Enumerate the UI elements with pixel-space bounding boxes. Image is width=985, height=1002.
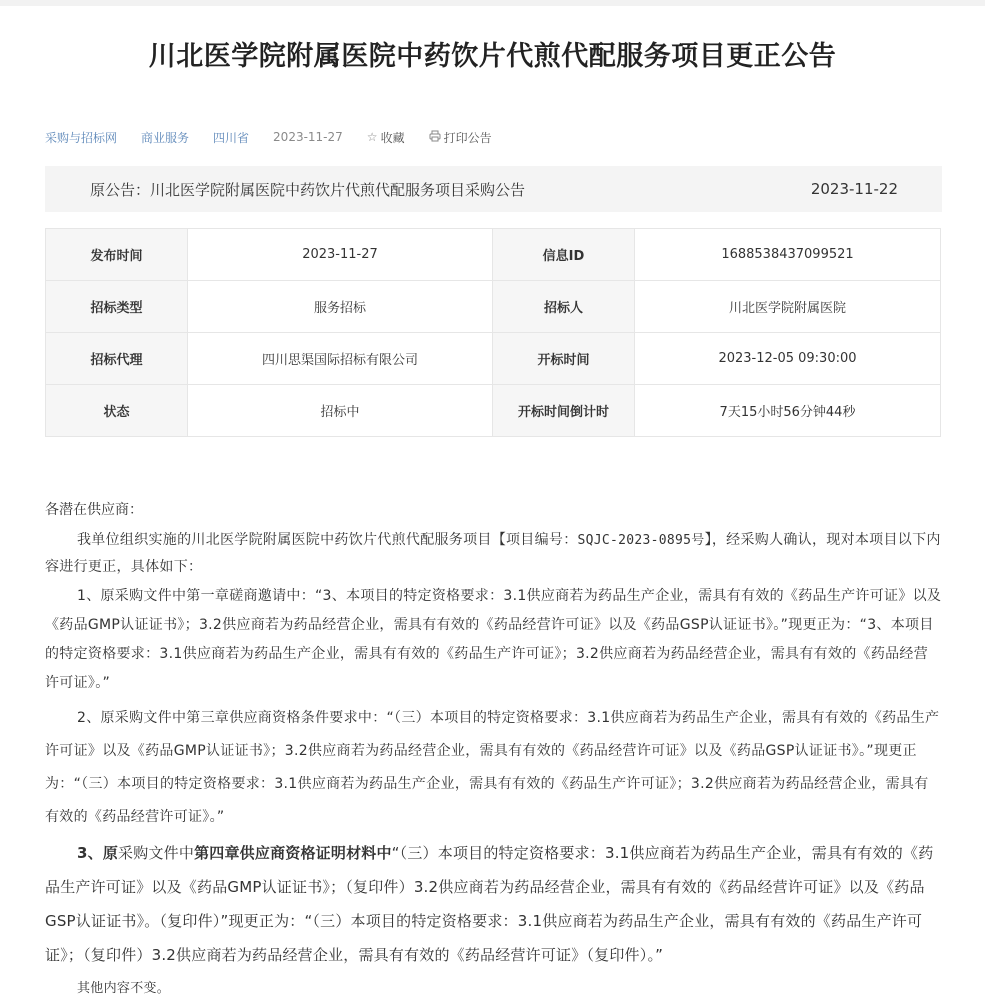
correction-3-bold-b: 第四章供应商资格证明材料中 [194, 844, 392, 862]
table-label: 发布时间 [46, 229, 188, 281]
intro-text-a: 我单位组织实施的川北医学院附属医院中药饮片代煎代配服务项目【项目编号： [77, 532, 578, 548]
print-button[interactable] [429, 129, 492, 146]
favorite-button[interactable] [367, 129, 405, 146]
table-label: 开标时间 [493, 333, 635, 385]
region-link[interactable]: 四川省 [213, 130, 250, 145]
top-divider [0, 0, 985, 6]
table-row [46, 385, 941, 437]
announcement-body [45, 497, 942, 1002]
meta-bar [45, 128, 516, 146]
project-code: SQJC-2023-0895号 [577, 533, 705, 548]
intro-text-b: 】，经采购人确认，现对本项目以下内容进行更正，具体如下： [45, 532, 941, 575]
table-value: 四川思渠国际招标有限公司 [188, 333, 493, 385]
table-value: 招标中 [188, 385, 493, 437]
table-value: 服务招标 [188, 281, 493, 333]
info-table [45, 228, 941, 437]
table-row [46, 229, 941, 281]
page-title: 川北医学院附属医院中药饮片代煎代配服务项目更正公告 [148, 41, 837, 72]
table-row [46, 281, 941, 333]
paragraph-correction-3 [45, 836, 942, 972]
paragraph-correction-1: 1、原采购文件中第一章磋商邀请中：“3、本项目的特定资格要求：3.1供应商若为药品生产企业，需具有有效的《药品生产许可证》以及《药品GMP认证证书》；3.2供应商若为药品经营企业，需具有有效的《药品经营许可证》以及《药品GSP认证证书》。”现更正为：“3、本项目的特定资格要求：3.1供应商若为药品生产企业，需具有有效的《药品生产许可证》；3.2供应商若为药品经营企业，需具有有效的《药品经营许可证》。” [45, 588, 942, 691]
paragraph-closing: 其他内容不变。 [77, 981, 171, 996]
table-value: 1688538437099521 [635, 229, 941, 281]
paragraph-intro [45, 527, 942, 580]
table-value: 川北医学院附属医院 [635, 281, 941, 333]
table-label: 招标人 [493, 281, 635, 333]
category-link[interactable]: 采购与招标网 [45, 130, 118, 145]
table-label: 开标时间倒计时 [493, 385, 635, 437]
original-announcement-date: 2023-11-22 [810, 180, 898, 198]
paragraph-correction-2: 2、原采购文件中第三章供应商资格条件要求中：“（三）本项目的特定资格要求：3.1供应商若为药品生产企业，需具有有效的《药品生产许可证》以及《药品GMP认证证书》；3.2供应商若为药品经营企业，需具有有效的《药品经营许可证》以及《药品GSP认证证书》。”现更正为：“（三）本项目的特定资格要求：3.1供应商若为药品生产企业，需具有有效的《药品生产许可证》；3.2供应商若为药品经营企业，需具有有效的《药品经营许可证》。” [45, 710, 940, 825]
table-label: 状态 [46, 385, 188, 437]
star-icon: ☆ [366, 130, 378, 144]
table-value: 2023-12-05 09:30:00 [635, 333, 941, 385]
favorite-label: 收藏 [380, 130, 405, 145]
original-announcement-bar[interactable] [45, 166, 942, 212]
greeting: 各潜在供应商： [45, 502, 143, 518]
original-announcement-link[interactable]: 原公告：川北医学院附属医院中药饮片代煎代配服务项目采购公告 [90, 180, 526, 199]
table-label: 招标类型 [46, 281, 188, 333]
table-label: 信息ID [493, 229, 635, 281]
publish-date: 2023-11-27 [273, 130, 343, 144]
table-value: 7天15小时56分钟44秒 [635, 385, 941, 437]
correction-3-text-b: “（三）本项目的特定资格要求：3.1供应商若为药品生产企业，需具有有效的《药品生产许可证》以及《药品GMP认证证书》；（复印件）3.2供应商若为药品经营企业，需具有有效的《药品经营许可证》以及《药品GSP认证证书》。（复印件）”现更正为：“（三）本项目的特定资格要求：3.1供应商若为药品生产企业，需具有有效的《药品生产许可证》；（复印件）3.2供应商若为药品经营企业，需具有有效的《药品经营许可证》（复印件）。” [45, 844, 934, 964]
printer-icon [429, 130, 441, 145]
table-row [46, 333, 941, 385]
correction-3-bold-a: 3、原 [77, 844, 119, 862]
table-value: 2023-11-27 [188, 229, 493, 281]
table-label: 招标代理 [46, 333, 188, 385]
correction-3-text-a: 采购文件中 [118, 844, 195, 862]
type-link[interactable]: 商业服务 [141, 130, 190, 145]
print-label: 打印公告 [443, 130, 492, 145]
